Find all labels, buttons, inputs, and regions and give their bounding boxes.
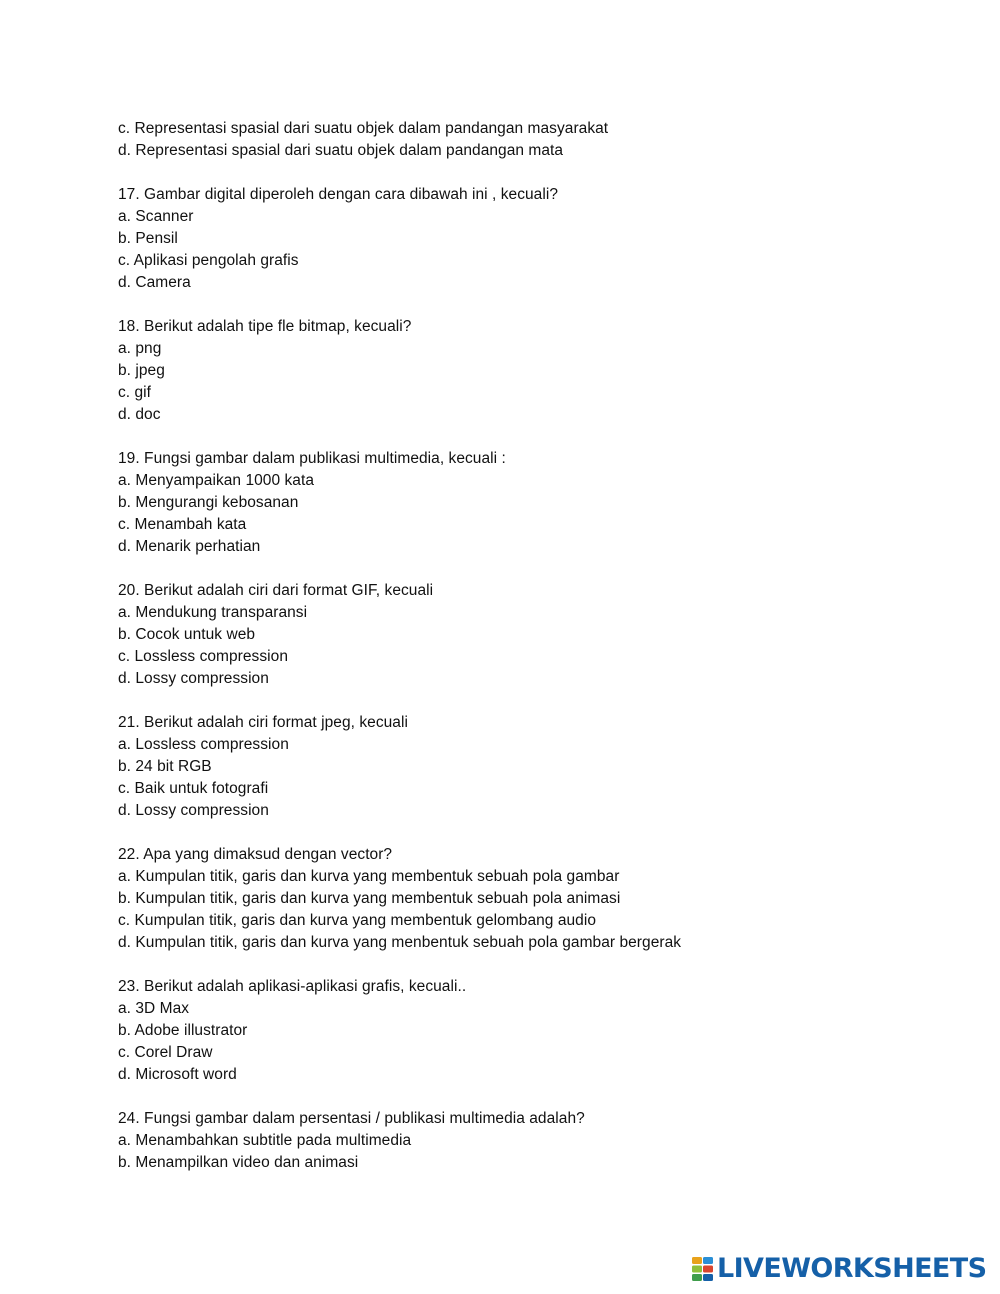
question-21 — [118, 712, 938, 822]
question-23 — [118, 976, 938, 1086]
question-text: 23. Berikut adalah aplikasi-aplikasi grafis, kecuali.. — [118, 978, 467, 995]
option-line: a. Mendukung transparansi — [118, 604, 308, 621]
option-line: c. Menambah kata — [118, 516, 247, 533]
brand-name: LIVEWORKSHEETS — [717, 1253, 987, 1284]
option-line: d. doc — [118, 406, 161, 423]
option-line: d. Lossy compression — [118, 670, 269, 687]
option-line: a. png — [118, 340, 162, 357]
option-line: b. jpeg — [118, 362, 165, 379]
question-text: 17. Gambar digital diperoleh dengan cara dibawah ini , kecuali? — [118, 186, 559, 203]
option-line: b. Cocok untuk web — [118, 626, 256, 643]
option-line: a. Menyampaikan 1000 kata — [118, 472, 314, 489]
question-text: 24. Fungsi gambar dalam persentasi / publikasi multimedia adalah? — [118, 1110, 585, 1127]
option-line: b. Menampilkan video dan animasi — [118, 1154, 359, 1171]
option-line: c. Aplikasi pengolah grafis — [118, 252, 299, 269]
option-line: d. Camera — [118, 274, 191, 291]
option-line: b. Kumpulan titik, garis dan kurva yang membentuk sebuah pola animasi — [118, 890, 621, 907]
question-17 — [118, 184, 938, 294]
option-line: d. Kumpulan titik, garis dan kurva yang menbentuk sebuah pola gambar bergerak — [118, 934, 682, 951]
question-text: 18. Berikut adalah tipe fle bitmap, kecuali? — [118, 318, 412, 335]
liveworksheets-logo-icon — [692, 1256, 714, 1282]
question-18 — [118, 316, 938, 426]
question-text: 20. Berikut adalah ciri dari format GIF, kecuali — [118, 582, 434, 599]
option-line: b. 24 bit RGB — [118, 758, 212, 775]
question-text: 19. Fungsi gambar dalam publikasi multimedia, kecuali : — [118, 450, 506, 467]
option-line: d. Representasi spasial dari suatu objek dalam pandangan mata — [118, 142, 564, 159]
option-line: b. Adobe illustrator — [118, 1022, 248, 1039]
option-line: b. Pensil — [118, 230, 178, 247]
option-line: a. Scanner — [118, 208, 194, 225]
question-19 — [118, 448, 938, 558]
previous-question-tail — [118, 118, 938, 162]
option-line: d. Microsoft word — [118, 1066, 237, 1083]
option-line: c. Corel Draw — [118, 1044, 213, 1061]
option-line: c. Representasi spasial dari suatu objek dalam pandangan masyarakat — [118, 120, 609, 137]
option-line: a. Kumpulan titik, garis dan kurva yang membentuk sebuah pola gambar — [118, 868, 620, 885]
option-line: c. Lossless compression — [118, 648, 288, 665]
option-line: a. Menambahkan subtitle pada multimedia — [118, 1132, 412, 1149]
worksheet-page — [118, 118, 938, 1174]
question-text: 21. Berikut adalah ciri format jpeg, kecuali — [118, 714, 408, 731]
question-24 — [118, 1108, 938, 1174]
question-text: 22. Apa yang dimaksud dengan vector? — [118, 846, 393, 863]
option-line: a. 3D Max — [118, 1000, 190, 1017]
question-20 — [118, 580, 938, 690]
option-line: c. gif — [118, 384, 152, 401]
option-line: b. Mengurangi kebosanan — [118, 494, 299, 511]
question-22 — [118, 844, 938, 954]
liveworksheets-logo[interactable] — [692, 1254, 986, 1284]
option-line: c. Baik untuk fotografi — [118, 780, 269, 797]
option-line: d. Menarik perhatian — [118, 538, 261, 555]
option-line: a. Lossless compression — [118, 736, 289, 753]
option-line: c. Kumpulan titik, garis dan kurva yang membentuk gelombang audio — [118, 912, 596, 929]
option-line: d. Lossy compression — [118, 802, 269, 819]
